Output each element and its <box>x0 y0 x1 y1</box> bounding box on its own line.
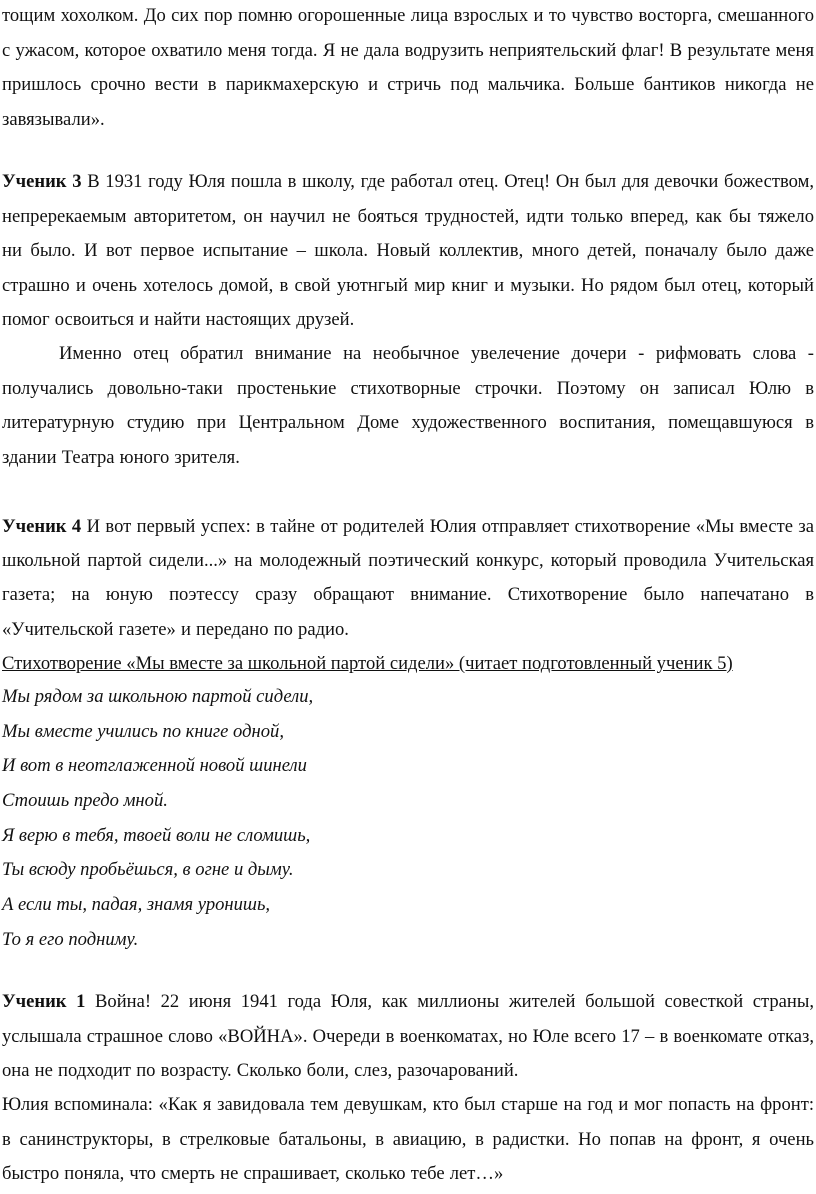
poem-line: Мы рядом за школьною партой сидели, <box>2 686 314 707</box>
student1-label: Ученик 1 <box>2 991 86 1012</box>
student4-text: И вот первый успех: в тайне от родителей Юлия отправляет стихотворение «Мы вместе за школьной партой сидели...» на молодежный поэтический конкурс, который проводила Учительская газета; на юную поэтессу сразу обращают внимание. Стихотворение было напечатано в «Учительской газете» и передано по радио. <box>2 516 814 640</box>
poem-line: Ты всюду пробьёшься, в огне и дыму. <box>2 859 294 881</box>
memory-paragraph: Юлия вспоминала: «Как я завидовала тем девушкам, кто был старше на год и мог попасть на фронт: в санинструкторы, в стрелковые батальоны, в авиацию, в радистки. Но попав на фронт, я очень быстро поняла, что смерть не спрашивает, сколько тебе лет…» <box>2 1094 814 1184</box>
student3-label: Ученик 3 <box>2 171 82 192</box>
student4-paragraph <box>2 510 814 647</box>
poem-line: Стоишь предо мной. <box>2 790 168 812</box>
poem-line: Я верю в тебя, твоей воли не сломишь, <box>2 824 311 846</box>
intro-paragraph: тощим хохолком. До сих пор помню огорошенные лица взрослых и то чувство восторга, смешанного с ужасом, которое охватило меня тогда. Я не дала водрузить неприятельский флаг! В результате меня пришлось срочно вести в парикмахерскую и стричь под мальчика. Больше бантиков никогда не завязывали». <box>2 5 814 130</box>
student1-text: Война! 22 июня 1941 года Юля, как миллионы жителей большой совесткой страны, услышала страшное слово «ВОЙНА». Очереди в военкоматах, но Юле всего 17 – в военкомате отказ, она не подходит по возрасту. Сколько боли, слез, разочарований. <box>2 991 814 1081</box>
poem-line: То я его подниму. <box>2 928 139 950</box>
student4-label: Ученик 4 <box>2 516 82 537</box>
poem-line: И вот в неотглаженной новой шинели <box>2 755 307 777</box>
father-paragraph: Именно отец обратил внимание на необычное увелечение дочери - рифмовать слова - получались довольно-таки простенькие стихотворные строчки. Поэтому он записал Юлю в литературную студию при Центральном Доме художественного воспитания, помещавшуюся в здании Театра юного зрителя. <box>2 343 814 468</box>
student3-text: В 1931 году Юля пошла в школу, где работал отец. Отец! Он был для девочки божеством, непререкаемым авторитетом, он научил не бояться трудностей, идти только вперед, как бы тяжело ни было. И вот первое испытание – школа. Новый коллектив, много детей, поначалу было даже страшно и очень хотелось домой, в свой уютнгый мир книг и музыки. Но рядом был отец, который помог освоиться и найти настоящих друзей. <box>2 171 814 330</box>
poem <box>2 680 702 958</box>
student3-paragraph <box>2 165 814 338</box>
student1-paragraph <box>2 985 814 1089</box>
poem-title: Стихотворение «Мы вместе за школьной партой сидели» (читает подготовленный ученик 5) <box>2 653 733 674</box>
poem-line: Мы вместе учились по книге одной, <box>2 720 284 742</box>
poem-line: А если ты, падая, знамя уронишь, <box>2 894 271 916</box>
